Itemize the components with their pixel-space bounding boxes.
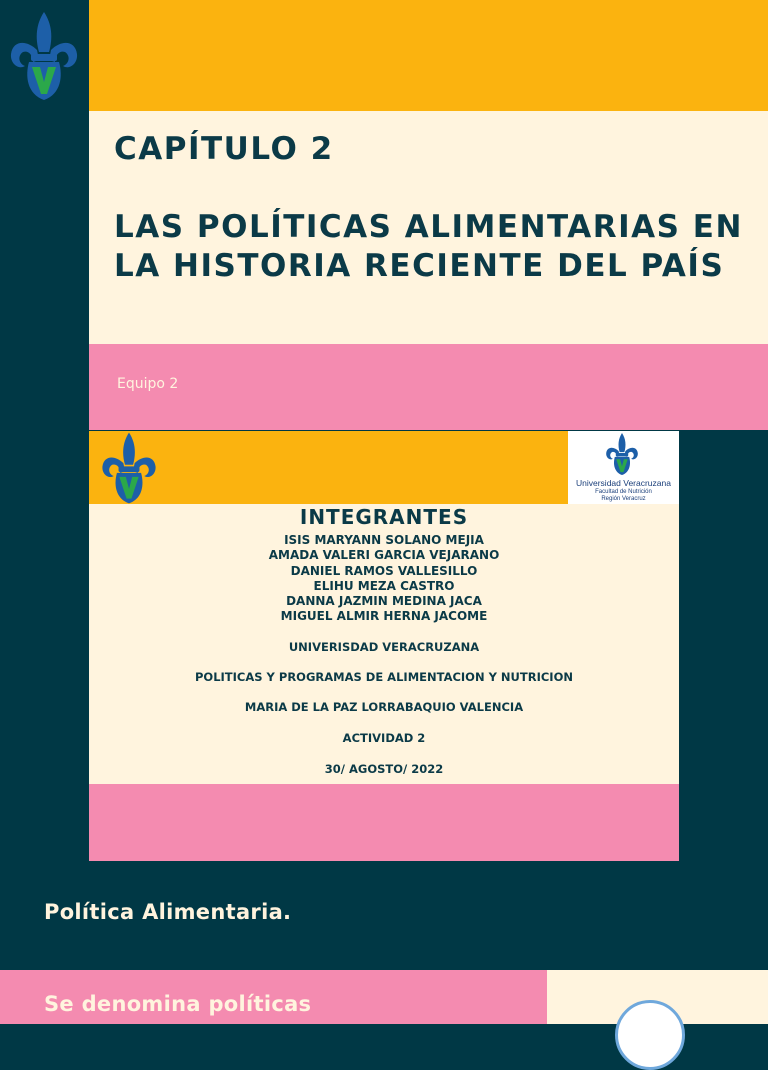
member-name: DANNA JAZMIN MEDINA JACA — [286, 594, 482, 609]
chapter-label: CAPÍTULO 2 — [114, 131, 334, 167]
member-name: ELIHU MEZA CASTRO — [313, 578, 455, 593]
activity-label: ACTIVIDAD 2 — [342, 731, 426, 745]
faculty-logo-subtext — [568, 489, 679, 503]
university-logo-icon — [8, 10, 80, 102]
teacher-name: MARIA DE LA PAZ LORRABAQUIO VALENCIA — [244, 700, 524, 714]
card-footer-band — [89, 784, 679, 861]
faculty-logo-icon — [604, 432, 640, 476]
top-orange-band — [89, 0, 768, 111]
chapter-title: LAS POLÍTICAS ALIMENTARIAS EN LA HISTORIA RECIENTE DEL PAÍS — [114, 209, 743, 284]
team-band — [89, 344, 768, 430]
members-heading: INTEGRANTES — [299, 505, 469, 529]
section-text: Se denomina políticas — [44, 992, 312, 1016]
faculty-name: Facultad de Nutrición — [595, 489, 652, 495]
member-name: ISIS MARYANN SOLANO MEJIA — [284, 533, 484, 547]
member-name: DANIEL RAMOS VALLESILLO — [290, 563, 478, 578]
university-logo-icon — [99, 431, 159, 505]
members-list — [89, 533, 679, 625]
card-header-band — [89, 431, 568, 504]
section-heading: Política Alimentaria. — [44, 900, 292, 924]
course-name: POLITICAS Y PROGRAMAS DE ALIMENTACION Y NUTRICION — [195, 670, 573, 684]
date-label: 30/ AGOSTO/ 2022 — [324, 762, 444, 776]
member-name: AMADA VALERI GARCIA VEJARANO — [268, 548, 500, 563]
team-label: Equipo 2 — [117, 376, 179, 392]
faculty-region: Región Veracruz — [601, 496, 646, 502]
university-name: UNIVERISDAD VERACRUZANA — [288, 640, 480, 654]
faculty-logo-name: Universidad Veracruzana — [576, 478, 671, 488]
section-image-icon — [615, 1000, 685, 1070]
member-name: MIGUEL ALMIR HERNA JACOME — [280, 609, 488, 624]
